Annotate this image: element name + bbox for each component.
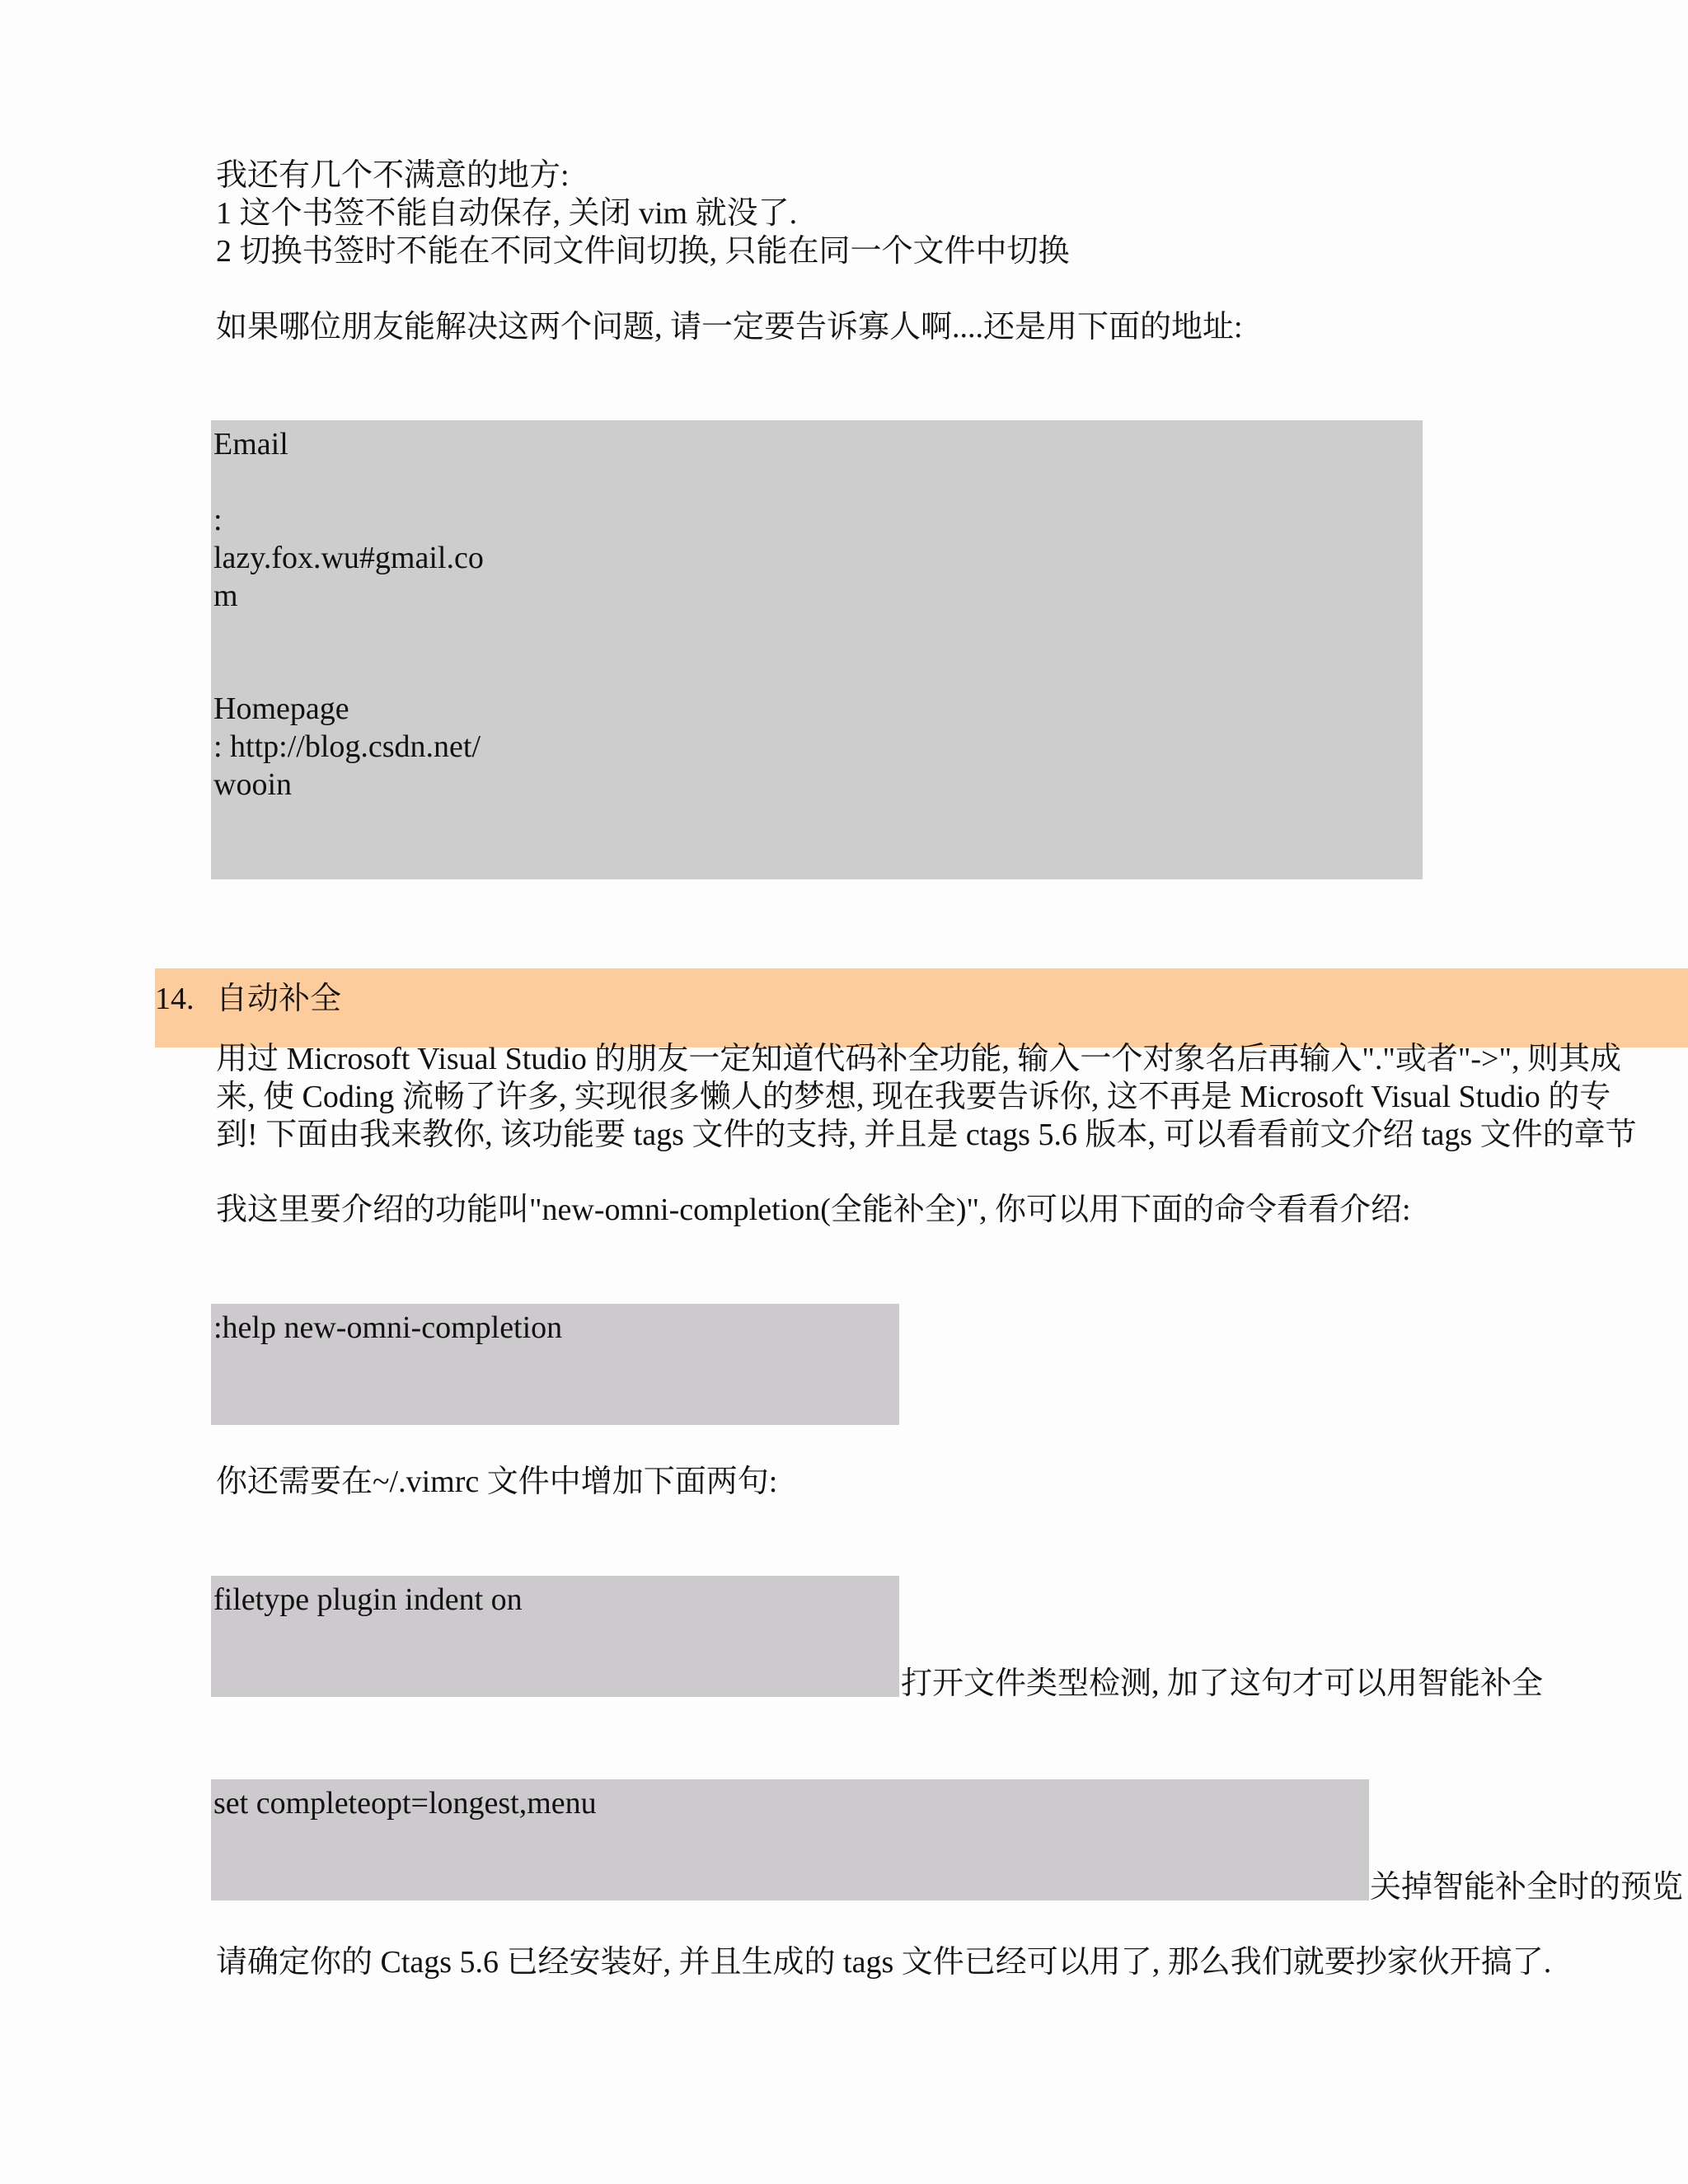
note-filetype: 打开文件类型检测, 加了这句才可以用智能补全 — [901, 1666, 1544, 1701]
homepage-link-line-1[interactable]: : http://blog.csdn.net/ — [213, 729, 481, 764]
intro-line-2: 1 这个书签不能自动保存, 关闭 vim 就没了. — [216, 196, 798, 231]
code-box-filetype — [211, 1576, 899, 1697]
homepage-link-line-2[interactable]: wooin — [213, 767, 292, 802]
email-value-line-1[interactable]: lazy.fox.wu#gmail.co — [213, 541, 484, 575]
intro-line-1: 我还有几个不满意的地方: — [216, 158, 570, 193]
para1-line-2: 来, 使 Coding 流畅了许多, 实现很多懒人的梦想, 现在我要告诉你, 这不再是 Microsoft Visual Studio 的专 — [216, 1080, 1611, 1114]
section-number: 14. — [155, 982, 195, 1016]
code-filetype-command: filetype plugin indent on — [213, 1582, 523, 1617]
code-help-command: :help new-omni-completion — [213, 1310, 563, 1345]
intro-line-4: 如果哪位朋友能解决这两个问题, 请一定要告诉寡人啊....还是用下面的地址: — [216, 310, 1243, 344]
para3: 你还需要在~/.vimrc 文件中增加下面两句: — [216, 1465, 778, 1499]
para1-line-3: 到! 下面由我来教你, 该功能要 tags 文件的支持, 并且是 ctags 5.6 版本, 可以看看前文介绍 tags 文件的章节 — [216, 1118, 1637, 1152]
para1-line-1: 用过 Microsoft Visual Studio 的朋友一定知道代码补全功能, 输入一个对象名后再输入"."或者"->", 则其成 — [216, 1042, 1621, 1076]
contact-box — [211, 420, 1423, 879]
section-header — [155, 968, 1688, 1047]
homepage-label: Homepage — [213, 691, 349, 726]
note-completeopt: 关掉智能补全时的预览 — [1370, 1870, 1684, 1905]
email-value-line-2[interactable]: m — [213, 579, 238, 613]
email-colon: : — [213, 503, 223, 537]
para2: 我这里要介绍的功能叫"new-omni-completion(全能补全)", 你可以用下面的命令看看介绍: — [216, 1193, 1411, 1227]
email-label: Email — [213, 427, 288, 462]
code-box-help — [211, 1304, 899, 1425]
intro-line-3: 2 切换书签时不能在不同文件间切换, 只能在同一个文件中切换 — [216, 234, 1070, 269]
code-completeopt-command: set completeopt=longest,menu — [213, 1786, 597, 1821]
section-title: 自动补全 — [216, 982, 342, 1016]
para4: 请确定你的 Ctags 5.6 已经安装好, 并且生成的 tags 文件已经可以用了, 那么我们就要抄家伙开搞了. — [216, 1945, 1552, 1980]
code-box-completeopt — [211, 1779, 1369, 1900]
